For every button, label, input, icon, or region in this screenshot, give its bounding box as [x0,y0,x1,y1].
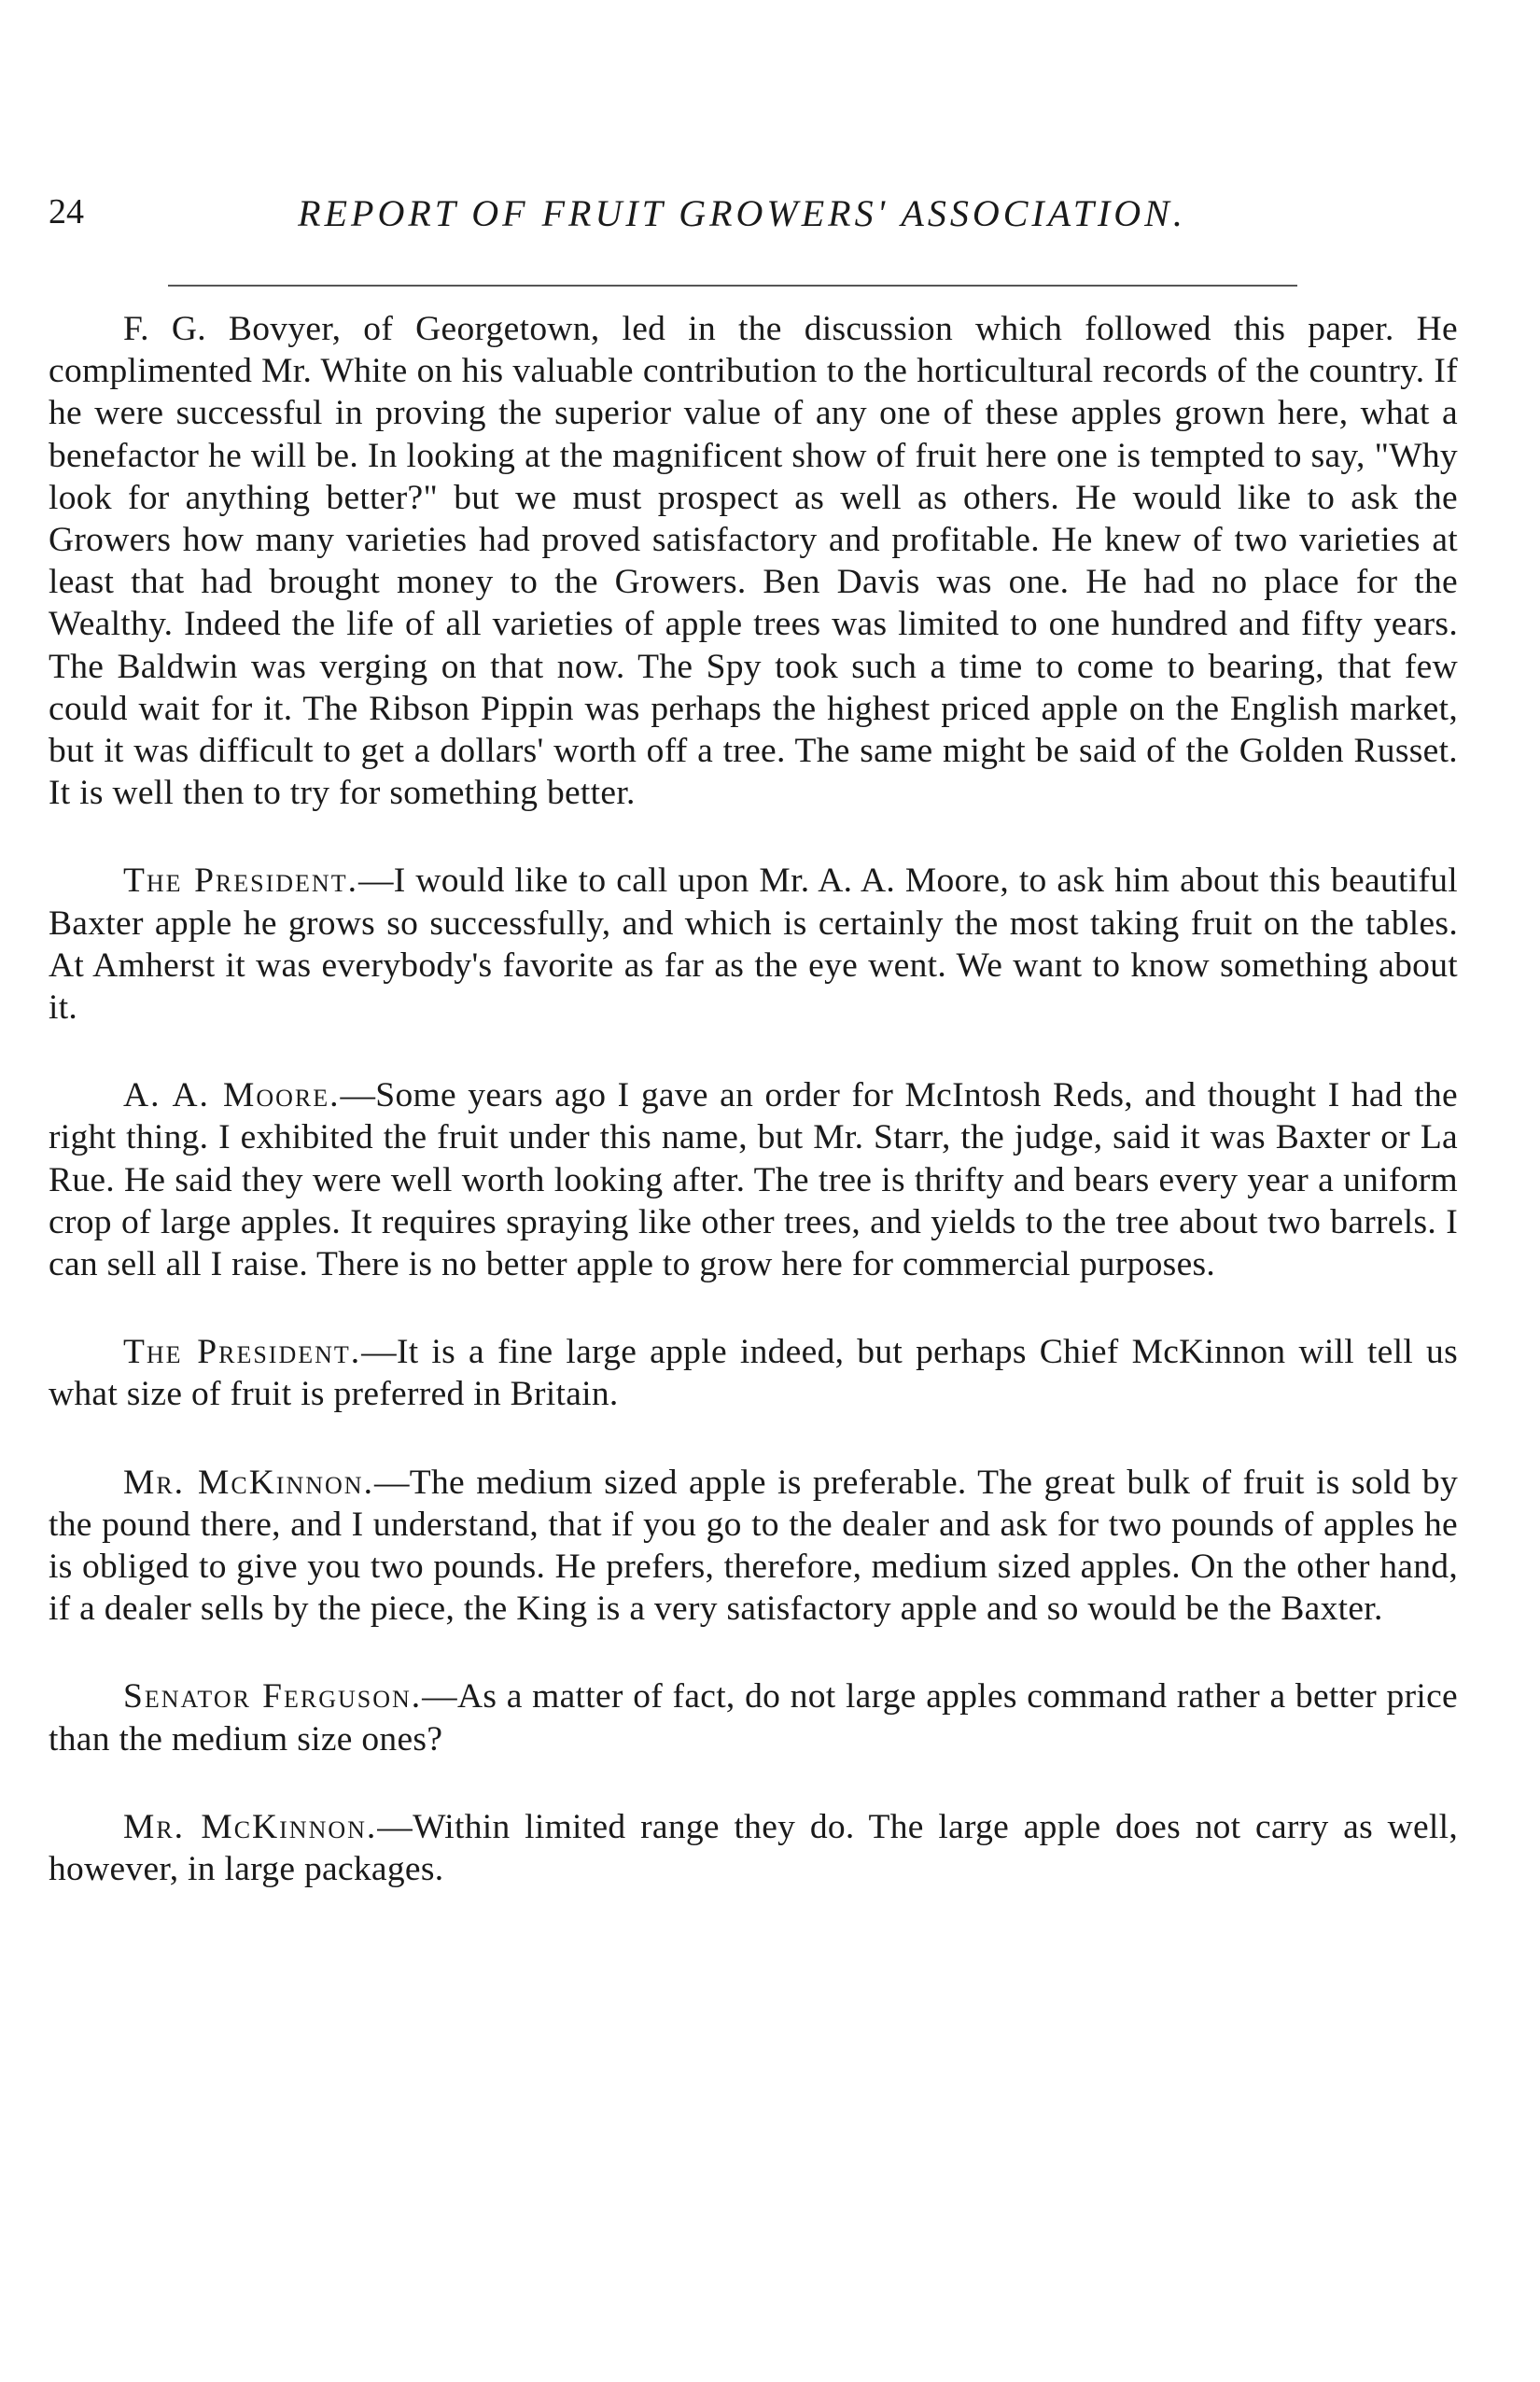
running-title: REPORT OF FRUIT GROWERS' ASSOCIATION. [298,192,1186,234]
header-rule [168,285,1297,287]
article-body [49,308,1458,1936]
paragraph [49,308,1458,814]
page-header [49,191,1435,247]
paragraph-text: —It is a fine large apple indeed, but perhaps Chief McKinnon will tell us what size of fruit is preferred in Britain. [49,1333,1458,1414]
paragraph-text: F. G. Bovyer, of Georgetown, led in the discussion which followed this paper. He complimented Mr. White on his valuable contribution to the horticultural records of the country. If he were successful in proving the superior value of any one of these apples grown here, what a benefactor he will be. In looking at the magnificent show of fruit here one is tempted to say, "Why look for anything better?" but we must prospect as well as others. He would like to ask the Growers how many varieties had proved satisfactory and profitable. He knew of two varieties at least that had brought money to the Growers. Ben Davis was one. He had no place for the Wealthy. Indeed the life of all varieties of apple trees was limited to one hundred and fifty years. The Baldwin was verging on that now. The Spy took such a time to come to bearing, that few could wait for it. The Ribson Pippin was perhaps the highest priced apple on the English market, but it was difficult to get a dollars' worth off a tree. The same might be said of the Golden Russet. It is well then to try for something better. [49,310,1458,813]
page-number: 24 [49,192,84,231]
paragraph-text: —Within limited range they do. The large apple does not carry as well, however, in large packages. [49,1807,1459,1889]
paragraph [49,1806,1458,1890]
paragraph [49,1074,1458,1285]
paragraph [49,1462,1458,1631]
paragraph [49,1675,1458,1759]
speaker-name: A. A. Moore. [123,1076,341,1115]
paragraph-text: —Some years ago I gave an order for McIntosh Reds, and thought I had the right thing. I exhibited the fruit under this name, but Mr. Starr, the judge, said it was Baxter or La Rue. He said they were well worth looking after. The tree is thrifty and bears every year a uniform crop of large apples. It requires spraying like other trees, and yields to the tree about two barrels. I can sell all I raise. There is no better apple to grow here for commercial purposes. [49,1076,1459,1284]
speaker-name: Mr. McKinnon. [123,1807,378,1846]
speaker-name: The President. [123,1333,362,1372]
speaker-name: Senator Ferguson. [123,1677,423,1716]
paragraph-text: —As a matter of fact, do not large apples command rather a better price than the medium size ones? [49,1677,1458,1758]
speaker-name: Mr. McKinnon. [123,1463,374,1502]
paragraph-text: —I would like to call upon Mr. A. A. Moore, to ask him about this beautiful Baxter apple he grows so successfully, and which is certainly the most taking fruit on the tables. At Amherst it was everybody's favorite as far as the eye went. We want to know something about it. [49,862,1458,1028]
paragraph-text: —The medium sized apple is preferable. The great bulk of fruit is sold by the pound there, and I understand, that if you go to the dealer and ask for two pounds of apples he is obliged to give you two pounds. He prefers, therefore, medium sized apples. On the other hand, if a dealer sells by the piece, the King is a very satisfactory apple and so would be the Baxter. [49,1463,1458,1629]
speaker-name: The President. [123,862,358,901]
paragraph [49,1331,1458,1415]
paragraph [49,860,1458,1029]
